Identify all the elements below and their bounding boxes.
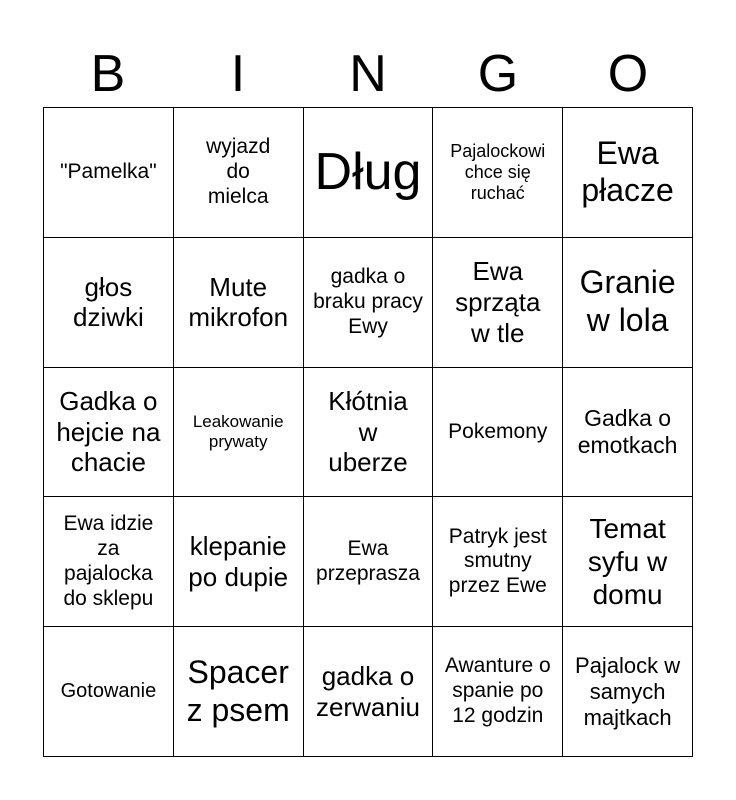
bingo-cell-text: "Pamelka" <box>60 160 157 184</box>
bingo-cell-text: Dług <box>314 142 422 201</box>
bingo-cell[interactable] <box>433 238 563 368</box>
header-letter-g: G <box>477 45 519 103</box>
bingo-cell[interactable] <box>563 627 693 757</box>
bingo-cell[interactable] <box>433 627 563 757</box>
bingo-cell-text: Granie w lola <box>579 264 676 339</box>
bingo-cell-text: Ewa płacze <box>581 134 674 209</box>
bingo-cell-text: Pajalockowi chce się ruchać <box>450 140 546 204</box>
bingo-cell-text: Patryk jest smutny przez Ewe <box>448 524 547 598</box>
bingo-cell-text: Gotowanie <box>60 679 157 702</box>
bingo-cell[interactable] <box>433 497 563 627</box>
bingo-cell[interactable] <box>44 627 174 757</box>
bingo-cell[interactable] <box>44 497 174 627</box>
bingo-cell[interactable] <box>304 108 434 238</box>
header-letter-b: B <box>90 45 126 103</box>
bingo-cell-text: wyjazd do mielca <box>206 135 271 208</box>
bingo-cell-text: Gadka o emotkach <box>577 404 678 458</box>
bingo-cell[interactable] <box>44 368 174 498</box>
header-letter-n: N <box>349 45 387 103</box>
bingo-cell-text: Ewa sprząta w tle <box>455 256 541 348</box>
bingo-cell[interactable] <box>304 497 434 627</box>
bingo-cell[interactable] <box>563 108 693 238</box>
bingo-cell-text: głos dziwki <box>72 271 144 333</box>
bingo-cell-text: Gadka o hejcie na chacie <box>56 385 161 478</box>
bingo-cell-text: Mute mikrofon <box>188 271 289 333</box>
bingo-cell[interactable] <box>44 108 174 238</box>
bingo-cell[interactable] <box>174 497 304 627</box>
bingo-cell[interactable] <box>433 368 563 498</box>
bingo-header <box>43 40 693 108</box>
bingo-cell[interactable] <box>563 238 693 368</box>
bingo-cell-text: Ewa przeprasza <box>316 537 420 585</box>
header-letter-i: I <box>230 45 246 103</box>
bingo-cell-text: Leakowanie prywaty <box>192 411 284 451</box>
bingo-cell[interactable] <box>563 368 693 498</box>
bingo-cell-text: Spacer z psem <box>186 653 290 728</box>
bingo-cell[interactable] <box>174 238 304 368</box>
bingo-cell-text: Pokemony <box>448 419 548 443</box>
bingo-cell-text: gadka o braku pracy Ewy <box>313 265 423 338</box>
bingo-cell[interactable] <box>304 238 434 368</box>
bingo-cell-text: Kłótnia w uberze <box>328 385 408 478</box>
bingo-cell[interactable] <box>304 627 434 757</box>
bingo-cell[interactable] <box>174 368 304 498</box>
bingo-cell[interactable] <box>44 238 174 368</box>
bingo-cell-text: Ewa idzie za pajalocka do sklepu <box>63 512 154 610</box>
bingo-cell-text: Awanture o spanie po 12 godzin <box>444 654 551 727</box>
bingo-cell[interactable] <box>174 108 304 238</box>
bingo-cell-text: gadka o zerwaniu <box>315 660 421 722</box>
bingo-cell[interactable] <box>304 368 434 498</box>
bingo-cell-text: Pajalock w samych majtkach <box>575 652 681 730</box>
bingo-cell[interactable] <box>174 627 304 757</box>
header-letter-o: O <box>607 45 649 103</box>
bingo-cell-text: Temat syfu w domu <box>587 513 668 611</box>
bingo-board <box>43 107 693 757</box>
bingo-cell[interactable] <box>563 497 693 627</box>
bingo-cell[interactable] <box>433 108 563 238</box>
bingo-cell-text: klepanie po dupie <box>188 531 289 592</box>
